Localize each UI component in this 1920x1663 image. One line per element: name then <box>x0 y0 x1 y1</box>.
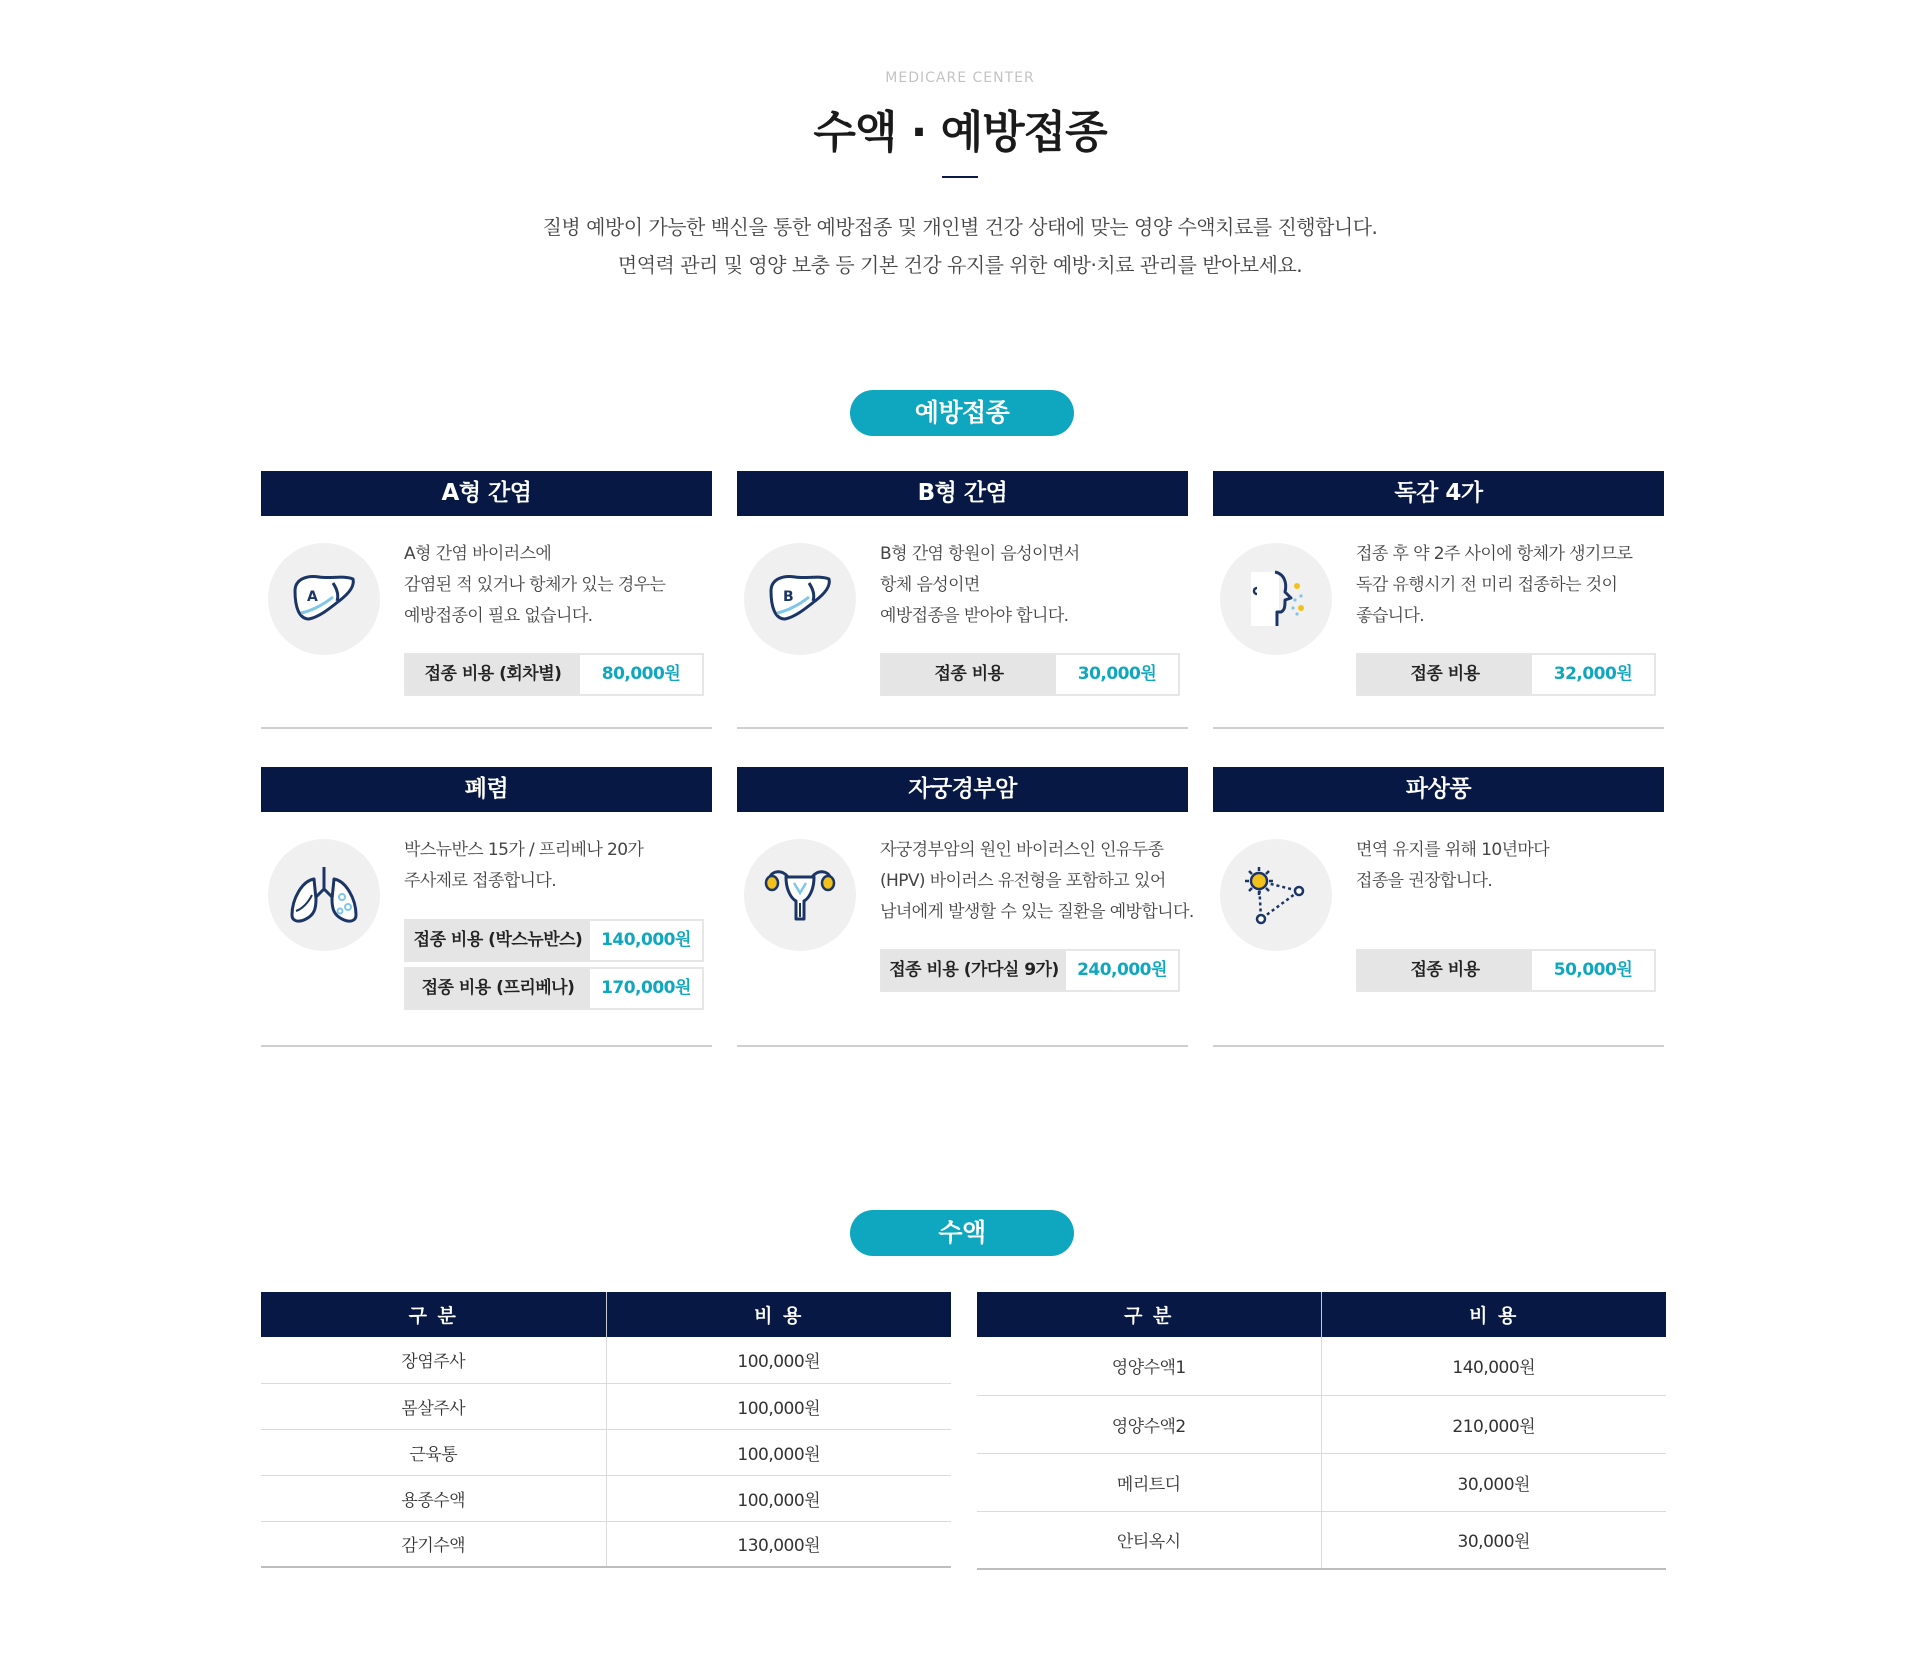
table-cell: 30,000원 <box>1321 1511 1666 1569</box>
vaccine-card-flu <box>1213 471 1664 684</box>
card-title: A형 간염 <box>261 471 712 516</box>
cost-label: 접종 비용 <box>882 655 1056 694</box>
card-description <box>1356 835 1664 897</box>
cost-label: 접종 비용 (프리베나) <box>406 969 590 1008</box>
vaccine-card-hepatitis-b <box>737 471 1188 684</box>
column-header-category: 구 분 <box>977 1292 1321 1337</box>
intro-text <box>0 208 1920 284</box>
table-row <box>977 1511 1666 1569</box>
cost-value: 50,000원 <box>1532 951 1654 990</box>
table-cell: 영양수액1 <box>977 1337 1321 1395</box>
cost-row <box>880 653 1180 696</box>
cost-row <box>1356 949 1656 992</box>
card-bottom-divider <box>1213 1045 1664 1047</box>
card-description <box>880 835 1194 928</box>
column-header-price: 비 용 <box>1321 1292 1666 1337</box>
card-desc-line: 접종을 권장합니다. <box>1356 871 1493 891</box>
vaccine-card-pneumonia <box>261 767 712 998</box>
table-cell: 210,000원 <box>1321 1395 1666 1453</box>
table-cell: 영양수액2 <box>977 1395 1321 1453</box>
card-desc-line: 독감 유행시기 전 미리 접종하는 것이 <box>1356 575 1618 595</box>
cost-row <box>1356 653 1656 696</box>
card-desc-line: 남녀에게 발생할 수 있는 질환을 예방합니다. <box>880 902 1194 922</box>
card-desc-line: A형 간염 바이러스에 <box>404 544 552 564</box>
card-desc-line: 접종 후 약 2주 사이에 항체가 생기므로 <box>1356 544 1633 564</box>
liver-a-icon <box>268 543 380 655</box>
table-row <box>977 1453 1666 1511</box>
liver-b-icon <box>744 543 856 655</box>
iv-price-table-right <box>977 1292 1666 1570</box>
table-cell: 30,000원 <box>1321 1453 1666 1511</box>
card-bottom-divider <box>737 1045 1188 1047</box>
cost-value: 170,000원 <box>590 969 702 1008</box>
card-desc-line: 예방접종을 받아야 합니다. <box>880 606 1069 626</box>
table-row <box>261 1429 951 1475</box>
table-cell: 100,000원 <box>606 1383 951 1429</box>
vaccine-card-hepatitis-a <box>261 471 712 684</box>
table-cell: 100,000원 <box>606 1429 951 1475</box>
card-description <box>880 539 1188 632</box>
card-desc-line: 주사제로 접종합니다. <box>404 871 557 891</box>
card-bottom-divider <box>1213 727 1664 729</box>
cost-value: 140,000원 <box>590 921 702 960</box>
card-bottom-divider <box>737 727 1188 729</box>
cost-row <box>404 653 704 696</box>
cost-row <box>880 949 1180 992</box>
card-description <box>1356 539 1664 632</box>
card-desc-line: 박스뉴반스 15가 / 프리베나 20가 <box>404 840 644 860</box>
cost-label: 접종 비용 (박스뉴반스) <box>406 921 590 960</box>
table-cell: 100,000원 <box>606 1337 951 1383</box>
table-row <box>261 1475 951 1521</box>
card-title: B형 간염 <box>737 471 1188 516</box>
cost-label: 접종 비용 <box>1358 655 1532 694</box>
table-header-row <box>977 1292 1666 1337</box>
card-desc-line: 감염된 적 있거나 항체가 있는 경우는 <box>404 575 666 595</box>
title-divider <box>942 176 978 178</box>
table-cell: 안티옥시 <box>977 1511 1321 1569</box>
card-title: 파상풍 <box>1213 767 1664 812</box>
svg-text:B: B <box>783 589 794 605</box>
card-bottom-divider <box>261 1045 712 1047</box>
iv-price-table-left <box>261 1292 951 1568</box>
card-desc-line: 예방접종이 필요 없습니다. <box>404 606 593 626</box>
page-title: 수액 · 예방접종 <box>813 107 1107 158</box>
card-description <box>404 539 712 632</box>
cost-value: 32,000원 <box>1532 655 1654 694</box>
intro-line-1: 질병 예방이 가능한 백신을 통한 예방접종 및 개인별 건강 상태에 맞는 영양 수액치료를 진행합니다. <box>542 215 1378 239</box>
flu-sneeze-icon <box>1220 543 1332 655</box>
uterus-icon <box>744 839 856 951</box>
table-header-row <box>261 1292 951 1337</box>
table-row <box>261 1337 951 1383</box>
table-cell: 140,000원 <box>1321 1337 1666 1395</box>
card-desc-line: B형 간염 항원이 음성이면서 <box>880 544 1080 564</box>
card-title: 자궁경부암 <box>737 767 1188 812</box>
table-cell: 용종수액 <box>261 1475 606 1521</box>
card-desc-line: 자궁경부암의 원인 바이러스인 인유두종 <box>880 840 1164 860</box>
cost-row <box>404 967 704 1010</box>
card-desc-line: 좋습니다. <box>1356 606 1425 626</box>
cost-label: 접종 비용 (가다실 9가) <box>882 951 1066 990</box>
intro-line-2: 면역력 관리 및 영양 보충 등 기본 건강 유지를 위한 예방·치료 관리를 받아보세요. <box>617 253 1303 277</box>
table-cell: 근육통 <box>261 1429 606 1475</box>
svg-text:A: A <box>307 589 318 605</box>
card-title: 폐렴 <box>261 767 712 812</box>
cost-value: 80,000원 <box>580 655 702 694</box>
iv-section-label: 수액 <box>850 1210 1074 1256</box>
vaccine-card-cervical-cancer <box>737 767 1194 980</box>
cost-value: 30,000원 <box>1056 655 1178 694</box>
card-title: 독감 4가 <box>1213 471 1664 516</box>
cost-row <box>404 919 704 962</box>
card-desc-line: 면역 유지를 위해 10년마다 <box>1356 840 1550 860</box>
table-cell: 메리트디 <box>977 1453 1321 1511</box>
table-cell: 몸살주사 <box>261 1383 606 1429</box>
column-header-category: 구 분 <box>261 1292 606 1337</box>
table-cell: 장염주사 <box>261 1337 606 1383</box>
card-bottom-divider <box>261 727 712 729</box>
table-row <box>977 1337 1666 1395</box>
table-cell: 100,000원 <box>606 1475 951 1521</box>
eyebrow-label: MEDICARE CENTER <box>885 70 1035 86</box>
vaccination-section-label: 예방접종 <box>850 390 1074 436</box>
card-description <box>404 835 712 897</box>
table-row <box>261 1383 951 1429</box>
table-cell: 감기수액 <box>261 1521 606 1567</box>
cost-value: 240,000원 <box>1066 951 1178 990</box>
bacteria-network-icon <box>1220 839 1332 951</box>
cost-label: 접종 비용 <box>1358 951 1532 990</box>
cost-label: 접종 비용 (회차별) <box>406 655 580 694</box>
card-desc-line: 항체 음성이면 <box>880 575 980 595</box>
vaccine-card-tetanus <box>1213 767 1664 980</box>
table-row <box>977 1395 1666 1453</box>
table-row <box>261 1521 951 1567</box>
column-header-price: 비 용 <box>606 1292 951 1337</box>
card-desc-line: (HPV) 바이러스 유전형을 포함하고 있어 <box>880 871 1166 891</box>
lungs-icon <box>268 839 380 951</box>
table-cell: 130,000원 <box>606 1521 951 1567</box>
